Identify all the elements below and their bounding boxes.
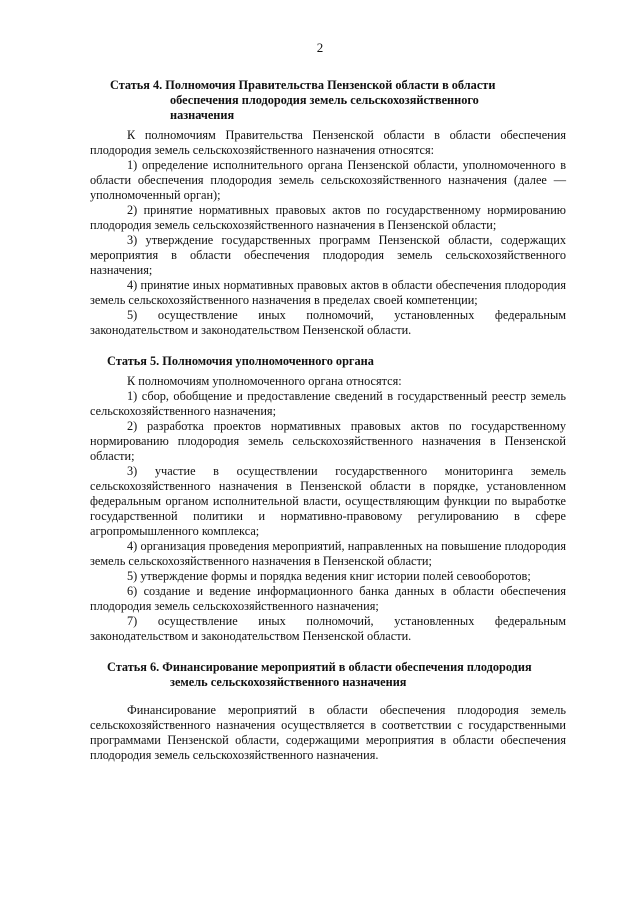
article-5-heading bbox=[90, 354, 566, 369]
article-5-item-3: 3) участие в осуществлении государственного мониторинга земель сельскохозяйственного назначения в Пензенской области в порядке, установленном федеральным органом исполнительной власти, осуществляющим функции по выработке государственной политики и нормативно-правовому регулированию в сфере агропромышленного комплекса; bbox=[90, 464, 566, 538]
article-4-heading-line-3: назначения bbox=[170, 108, 235, 122]
article-6-heading bbox=[90, 660, 566, 690]
article-5-item-1: 1) сбор, обобщение и предоставление сведений в государственный реестр земель сельскохозяйственного назначения; bbox=[90, 389, 566, 418]
article-6-text: Финансирование мероприятий в области обеспечения плодородия земель сельскохозяйственного назначения осуществляется в соответствии с государственными программами Пензенской области, содержащими мероприятия в области обеспечения плодородия земель сельскохозяйственного назначения. bbox=[90, 703, 566, 762]
article-4-item-2: 2) принятие нормативных правовых актов по государственному нормированию плодородия земель сельскохозяйственного назначения в Пензенской области; bbox=[90, 203, 566, 232]
page-number: 2 bbox=[316, 40, 324, 55]
article-4-intro: К полномочиям Правительства Пензенской области в области обеспечения плодородия земель сельскохозяйственного назначения относятся: bbox=[90, 128, 566, 157]
article-6-heading-line-2: земель сельскохозяйственного назначения bbox=[170, 675, 407, 689]
article-4-heading-line-1: Статья 4. Полномочия Правительства Пензенской области в области bbox=[110, 78, 496, 92]
article-5-heading-text: Статья 5. Полномочия уполномоченного органа bbox=[107, 354, 374, 368]
document-body bbox=[90, 78, 566, 763]
article-4-item-5: 5) осуществление иных полномочий, установленных федеральным законодательством и законодательством Пензенской области. bbox=[90, 308, 566, 337]
article-4-item-3: 3) утверждение государственных программ Пензенской области, содержащих мероприятия в области обеспечения плодородия земель сельскохозяйственного назначения; bbox=[90, 233, 566, 277]
article-5-item-2: 2) разработка проектов нормативных правовых актов по государственному нормированию плодородия земель сельскохозяйственного назначения в Пензенской области; bbox=[90, 419, 566, 463]
article-5-item-4: 4) организация проведения мероприятий, направленных на повышение плодородия земель сельскохозяйственного назначения в Пензенской области; bbox=[90, 539, 566, 568]
article-4-heading bbox=[90, 78, 566, 123]
article-5-item-6: 6) создание и ведение информационного банка данных в области обеспечения плодородия земель сельскохозяйственного назначения; bbox=[90, 584, 566, 613]
article-4-item-1: 1) определение исполнительного органа Пензенской области, уполномоченного в области обеспечения плодородия земель сельскохозяйственного назначения (далее — уполномоченный орган); bbox=[90, 158, 566, 202]
article-4-item-4: 4) принятие иных нормативных правовых актов в области обеспечения плодородия земель сельскохозяйственного назначения в пределах своей компетенции; bbox=[90, 278, 566, 307]
article-4-heading-line-2: обеспечения плодородия земель сельскохозяйственного bbox=[170, 93, 479, 107]
article-5-item-5: 5) утверждение формы и порядка ведения книг истории полей севооборотов; bbox=[127, 569, 531, 583]
article-6-heading-line-1: Статья 6. Финансирование мероприятий в области обеспечения плодородия bbox=[107, 660, 532, 674]
article-5-intro: К полномочиям уполномоченного органа относятся: bbox=[127, 374, 402, 388]
article-5-item-7: 7) осуществление иных полномочий, установленных федеральным законодательством и законодательством Пензенской области. bbox=[90, 614, 566, 643]
